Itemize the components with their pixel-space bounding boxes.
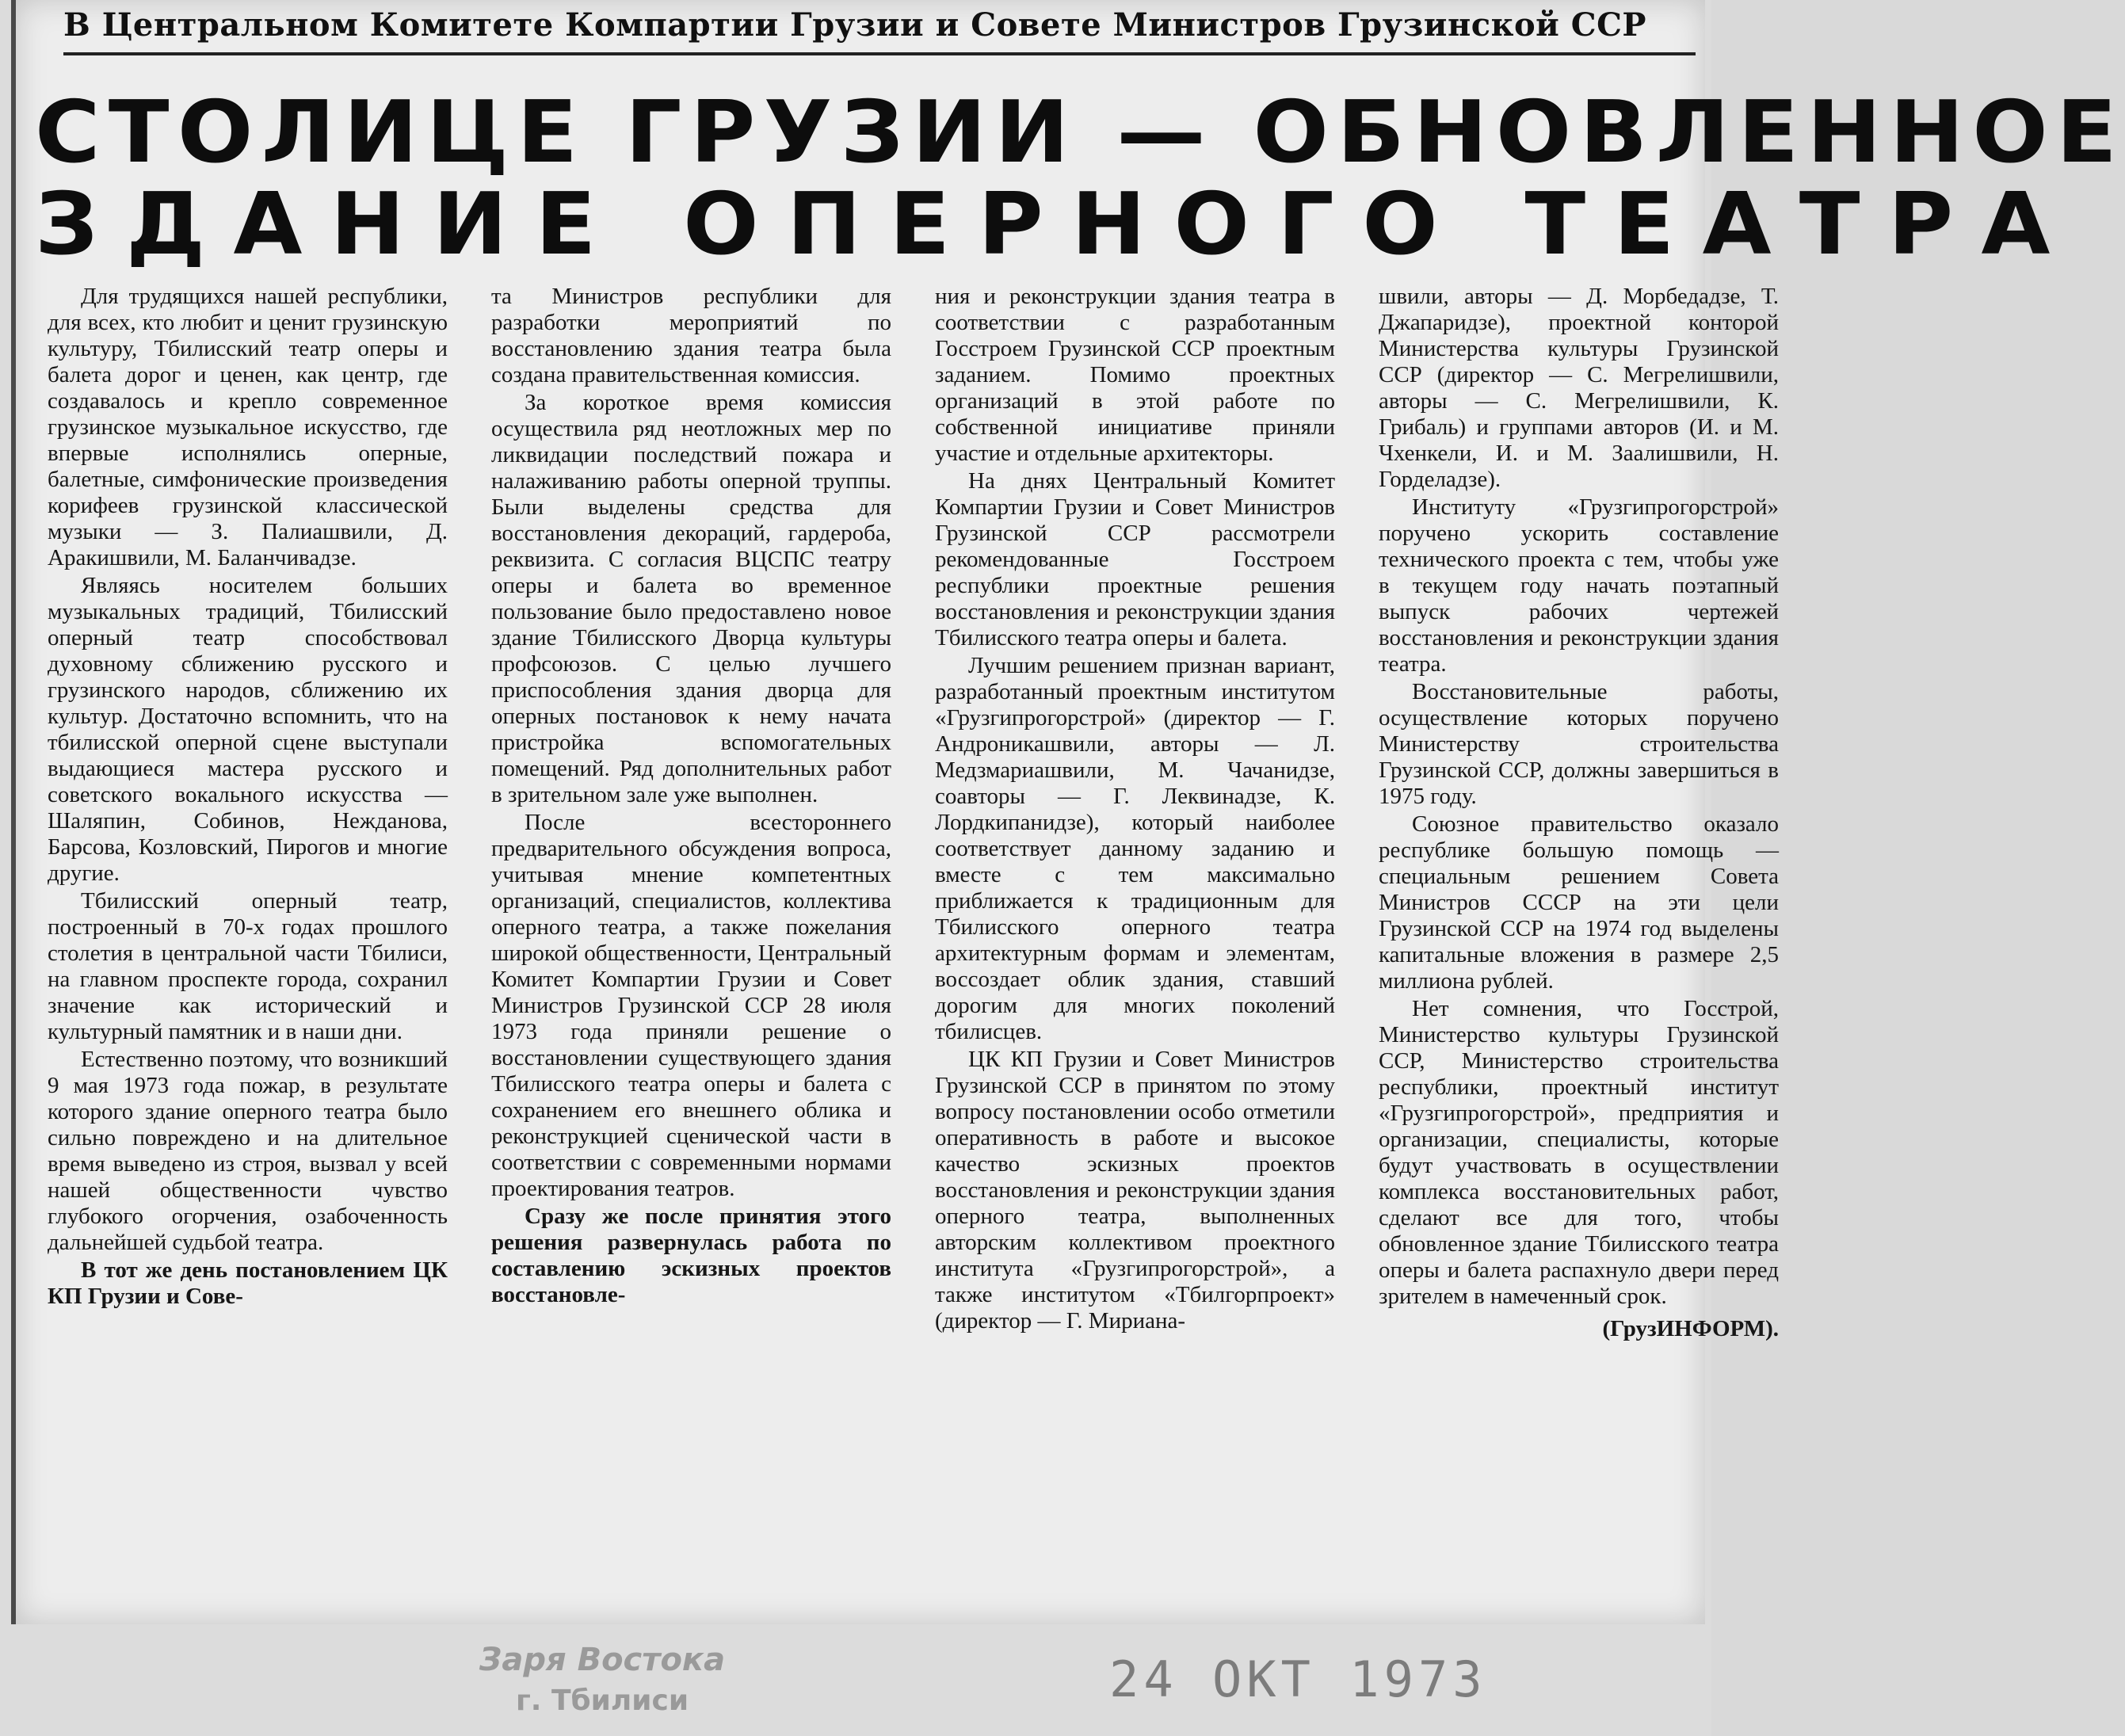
column-2 xyxy=(491,284,891,1599)
paragraph: Тбилисский оперный театр, построенный в 70-х годах прошлого столетия в центральной части Тбилиси, на главном проспекте города, сохранил значение как исторический и культурный памятник и в наши дни. xyxy=(48,888,448,1044)
source-signature: (ГрузИНФОРМ). xyxy=(1602,1316,1779,1341)
newspaper-stamp xyxy=(444,1639,761,1721)
paragraph: После всестороннего предварительного обсуждения вопроса, учитывая мнение компетентных организаций, специалистов, коллектива оперного театра, а также пожелания широкой общественности, Центральный Комитет Компартии Грузии и Совет Министров Грузинской ССР 28 июля 1973 года приняли решение о восстановлении существующего здания Тбилисского театра оперы и балета с сохранением его внешнего облика и реконструкцией сценической части в соответствии с современными нормами проектирования театров. xyxy=(491,810,891,1201)
paragraph: Являясь носителем больших музыкальных традиций, Тбилисский оперный театр способствовал духовному сближению русского и грузинского народов, сближению их культур. Достаточно вспомнить, что на тбилисской оперной сцене выступали выдающиеся мастера русского и советского вокального искусства — Шаляпин, Собинов, Нежданова, Барсова, Козловский, Пирогов и многие другие. xyxy=(48,573,448,886)
newspaper-clipping xyxy=(11,0,2125,1624)
stamp-city: г. Тбилиси xyxy=(515,1684,689,1717)
paragraph: Естественно поэтому, что возникший 9 мая 1973 года пожар, в результате которого здание оперного театра было сильно повреждено и на длительное время выведено из строя, вызвал у всей нашей общественности чувство глубокого огорчения, озабоченность дальнейшей судьбой театра. xyxy=(48,1047,448,1255)
rubric-rule xyxy=(63,52,1696,55)
paragraph: В тот же день постановлением ЦК КП Грузии и Сове- xyxy=(48,1257,448,1309)
date-stamp: 24 ОКТ 1973 xyxy=(1109,1650,1487,1708)
rubric-heading: В Центральном Комитете Компартии Грузии и Совете Министров Грузинской ССР xyxy=(63,6,1646,44)
paragraph: ЦК КП Грузии и Совет Министров Грузинской ССР в принятом по этому вопросу постановлении особо отметили оперативность в работе и высокое качество эскизных проектов восстановления и реконструкции здания оперного театра, выполненных авторским коллективом проектного института «Грузгипрогорстрой», а также институтом «Тбилгорпроект» (директор — Г. Мириана- xyxy=(935,1047,1335,1333)
paragraph: Восстановительные работы, осуществление которых поручено Министерству строительства Грузинской ССР, должны завершиться в 1975 году. xyxy=(1379,679,1779,809)
paragraph: Лучшим решением признан вариант, разработанный проектным институтом «Грузгипрогорстрой» (директор — Г. Андроникашвили, авторы — Л. Медзмариашвили, М. Чачанидзе, соавторы — Г. Леквинадзе, К. Лордкипанидзе), который наиболее соответствует данному заданию и вместе с тем максимально приближается к традиционным для Тбилисского оперного театра архитектурным формам и элементам, воссоздает облик здания, ставший дорогим для многих поколений тбилисцев. xyxy=(935,653,1335,1044)
article-headline xyxy=(35,83,2125,274)
paragraph: На днях Центральный Комитет Компартии Грузии и Совет Министров Грузинской ССР рассмотрели рекомендованные Госстроем республики проектные решения восстановления и реконструкции здания Тбилисского театра оперы и балета. xyxy=(935,468,1335,651)
paragraph: Институту «Грузгипрогорстрой» поручено ускорить составление технического проекта с тем, чтобы уже в текущем году начать поэтапный выпуск рабочих чертежей восстановления и реконструкции здания театра. xyxy=(1379,494,1779,677)
column-4 xyxy=(1379,284,1779,1599)
stamp-newspaper-name: Заря Востока xyxy=(479,1642,726,1678)
column-1 xyxy=(48,284,448,1599)
paragraph: Союзное правительство оказало республике большую помощь — специальным решением Совета Министров СССР на эти цели Грузинской ССР на 1974 год выделены капитальные вложения в размере 2,5 миллиона рублей. xyxy=(1379,811,1779,994)
paragraph: Нет сомнения, что Госстрой, Министерство культуры Грузинской ССР, Министерство строительства республики, проектный институт «Грузгипрогорстрой», предприятия и организации, специалисты, которые будут участвовать в осуществлении комплекса восстановительных работ, сделают все для того, чтобы обновленное здание Тбилисского театра оперы и балета распахнуло двери перед зрителем в намеченный срок. xyxy=(1379,996,1779,1309)
paragraph: За короткое время комиссия осуществила ряд неотложных мер по ликвидации последствий пожара и налаживанию работы оперной труппы. Были выделены средства для восстановления декораций, гардероба, реквизита. С согласия ВЦСПС театру оперы и балета во временное пользование было предоставлено новое здание Тбилисского Дворца культуры профсоюзов. С целью лучшего приспособления здания дворца для оперных постановок к нему начата пристройка вспомогательных помещений. Ряд дополнительных работ в зрительном зале уже выполнен. xyxy=(491,390,891,807)
paragraph: Сразу же после принятия этого решения развернулась работа по составлению эскизных проектов восстановле- xyxy=(491,1204,891,1307)
article-body xyxy=(48,284,1779,1599)
paragraph: та Министров республики для разработки мероприятий по восстановлению здания театра была создана правительственная комиссия. xyxy=(491,284,891,387)
headline-line-2: ЗДАНИЕ ОПЕРНОГО ТЕАТРА xyxy=(35,175,2078,274)
paragraph: швили, авторы — Д. Морбедадзе, Т. Джапаридзе), проектной конторой Министерства культуры Грузинской ССР (директор — С. Мегрелишвили, авторы — С. Мегрелишвили, К. Грибаль) и группами авторов (И. и М. Чхенкели, И. и М. Заалишвили, Н. Горделадзе). xyxy=(1379,284,1779,492)
paragraph: Для трудящихся нашей республики, для всех, кто любит и ценит грузинскую культуру, Тбилисский театр оперы и балета дорог и ценен, как центр, где создавалось и крепло современное грузинское музыкальное искусство, где впервые исполнялись оперные, балетные, симфонические произведения корифеев грузинской классической музыки — З. Палиашвили, Д. Аракишвили, М. Баланчивадзе. xyxy=(48,284,448,570)
column-3 xyxy=(935,284,1335,1599)
paragraph: ния и реконструкции здания театра в соответствии с разработанным Госстроем Грузинской ССР проектным заданием. Помимо проектных организаций в этой работе по собственной инициативе приняли участие и отдельные архитекторы. xyxy=(935,284,1335,466)
headline-line-1: СТОЛИЦЕ ГРУЗИИ — ОБНОВЛЕННОЕ xyxy=(35,83,2125,182)
